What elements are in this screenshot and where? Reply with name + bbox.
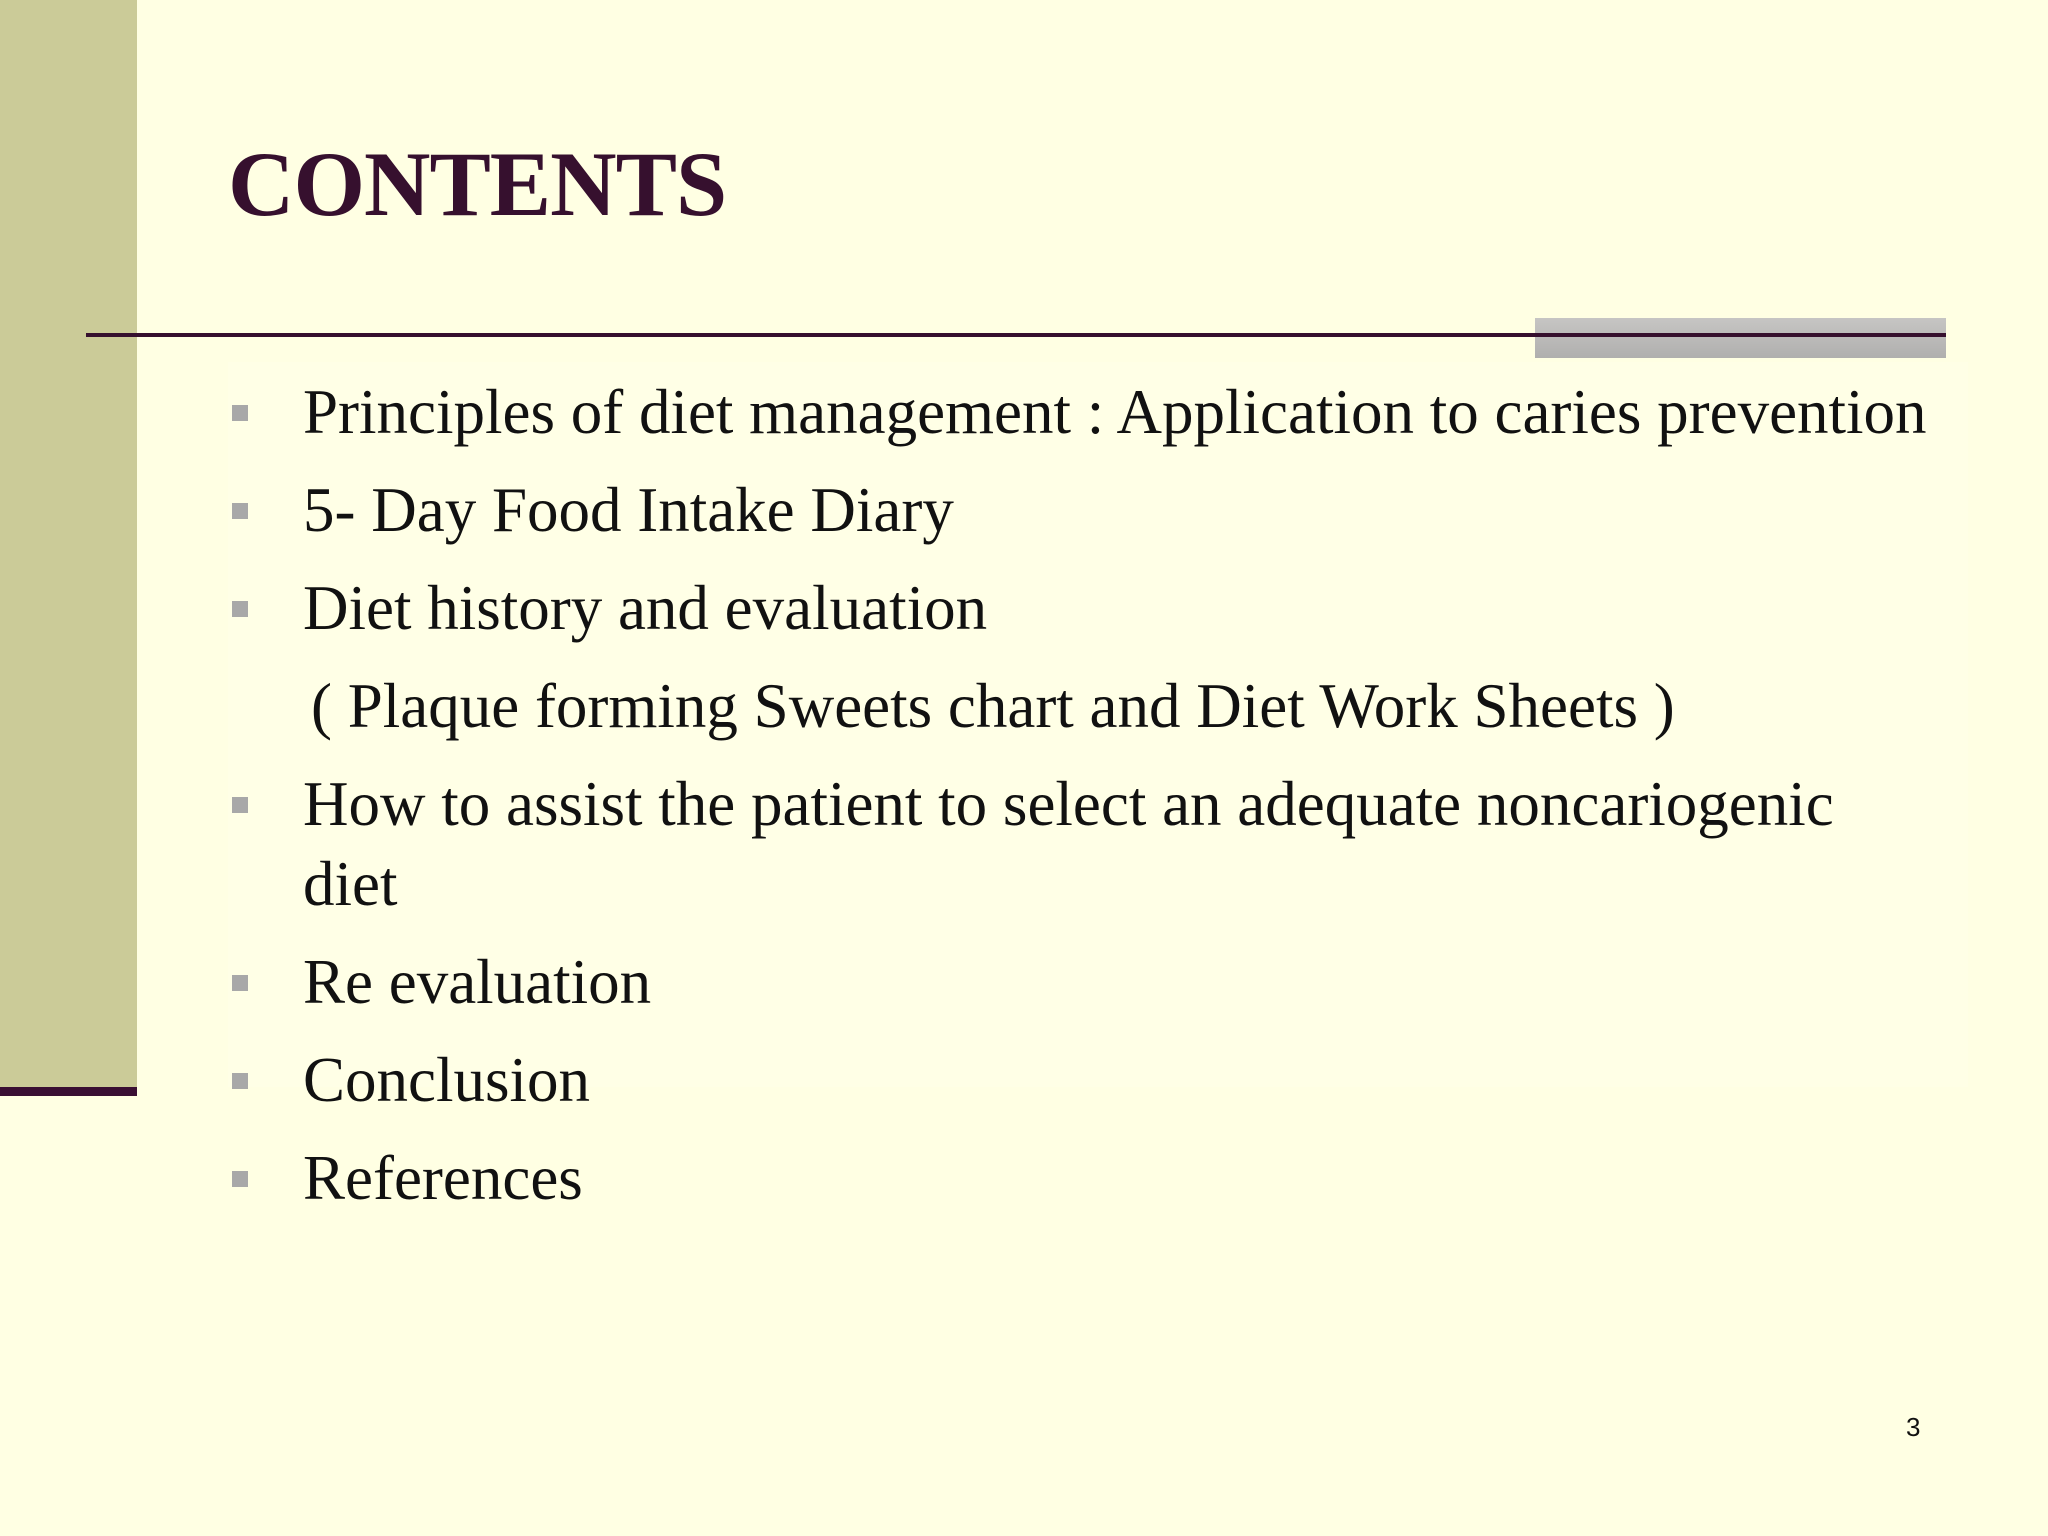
slide-title: CONTENTS (228, 133, 727, 235)
list-item (228, 1138, 1928, 1218)
list-item (228, 568, 1928, 648)
list-item-text: 5- Day Food Intake Diary (303, 475, 954, 545)
title-rule-overlay (1535, 333, 1946, 337)
title-rule-gray-accent (1535, 318, 1946, 358)
list-item-text: ( Plaque forming Sweets chart and Diet Work Sheets ) (311, 671, 1675, 741)
list-item-text: Re evaluation (303, 947, 652, 1017)
list-item-text: Conclusion (303, 1045, 591, 1115)
list-item (228, 764, 1928, 924)
list-item-text: Diet history and evaluation (303, 573, 988, 643)
list-item-text: References (303, 1143, 583, 1213)
square-bullet-icon (232, 975, 248, 991)
square-bullet-icon (232, 1073, 248, 1089)
list-item-text: Principles of diet management : Application to caries prevention (303, 377, 1927, 447)
list-item (228, 942, 1928, 1022)
left-sidebar-bar (0, 0, 137, 1090)
square-bullet-icon (232, 1171, 248, 1187)
contents-list (228, 372, 1928, 1218)
list-item-text: How to assist the patient to select an adequate noncariogenic diet (303, 769, 1834, 919)
page-number: 3 (1906, 1412, 1921, 1442)
square-bullet-icon (232, 797, 248, 813)
square-bullet-icon (232, 405, 248, 421)
list-item (228, 1040, 1928, 1120)
square-bullet-icon (232, 601, 248, 617)
list-item-subtext (228, 666, 1928, 746)
square-bullet-icon (232, 503, 248, 519)
list-item (228, 372, 1928, 452)
left-sidebar-underline (0, 1087, 137, 1096)
list-item (228, 470, 1928, 550)
